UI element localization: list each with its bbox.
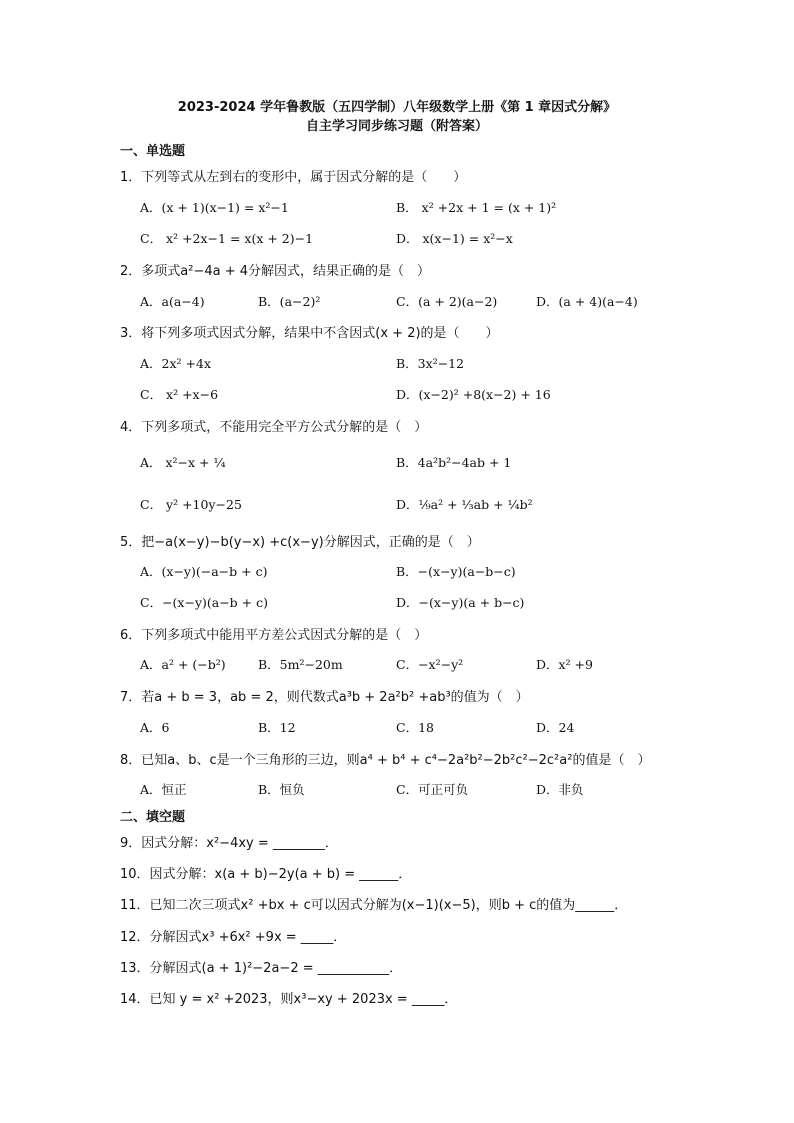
fill-question-14: 14．已知 y = x² +2023，则x³−xy + 2023x = _____． xyxy=(120,992,458,1007)
question-7-stem: 7．若a + b = 3，ab = 2，则代数式a³b + 2a²b² +ab³的值为（ ） xyxy=(120,690,529,705)
question-2-option-a: A．a(a−4) xyxy=(140,294,205,309)
section-fill-blank: 二、填空题 xyxy=(120,810,186,825)
question-2-option-b: B．(a−2)² xyxy=(258,294,321,309)
fill-question-10: 10．因式分解：x(a + b)−2y(a + b) = ______． xyxy=(120,867,412,882)
fill-question-13: 13．分解因式(a + 1)²−2a−2 = ___________． xyxy=(120,961,403,976)
question-1-option-b: B． x² +2x + 1 = (x + 1)² xyxy=(396,200,557,215)
question-6-option-d: D．x² +9 xyxy=(536,657,593,672)
title-line1: 2023-2024 学年鲁教版（五四学制）八年级数学上册《第 1 章因式分解》 xyxy=(177,100,617,115)
question-8-stem: 8．已知a、b、c是一个三角形的三边，则a⁴ + b⁴ + c⁴−2a²b²−2b²c²−2c²a²的值是（ ） xyxy=(120,753,651,768)
question-1-option-d: D． x(x−1) = x²−x xyxy=(396,231,513,246)
question-8-option-b: B．恒负 xyxy=(258,782,305,797)
question-7-option-d: D．24 xyxy=(536,720,575,735)
question-4-option-a: A． x²−x + ¼ xyxy=(140,455,226,470)
question-1-stem: 1．下列等式从左到右的变形中，属于因式分解的是（ ） xyxy=(120,170,467,185)
question-6-stem: 6．下列多项式中能用平方差公式因式分解的是（ ） xyxy=(120,628,428,643)
question-6-option-b: B．5m²−20m xyxy=(258,657,343,672)
question-3-option-d: D．(x−2)² +8(x−2) + 16 xyxy=(396,387,551,402)
question-6-option-c: C．−x²−y² xyxy=(396,657,464,672)
question-5-option-b: B．−(x−y)(a−b−c) xyxy=(396,564,516,579)
fill-question-12: 12．分解因式x³ +6x² +9x = _____． xyxy=(120,930,347,945)
question-7-option-b: B．12 xyxy=(258,720,296,735)
question-7-option-a: A．6 xyxy=(140,720,170,735)
question-5-option-a: A．(x−y)(−a−b + c) xyxy=(140,564,268,579)
question-4-stem: 4．下列多项式，不能用完全平方公式分解的是（ ） xyxy=(120,420,428,435)
question-3-option-a: A．2x² +4x xyxy=(140,356,211,371)
question-3-option-c: C． x² +x−6 xyxy=(140,387,219,402)
question-7-option-c: C．18 xyxy=(396,720,434,735)
title-line2: 自主学习同步练习题（附答案） xyxy=(305,119,488,134)
question-1-option-a: A．(x + 1)(x−1) = x²−1 xyxy=(140,200,289,215)
fill-question-9: 9．因式分解：x²−4xy = ________． xyxy=(120,836,338,851)
question-6-option-a: A．a² + (−b²) xyxy=(140,657,226,672)
question-2-option-d: D．(a + 4)(a−4) xyxy=(536,294,638,309)
question-4-option-b: B．4a²b²−4ab + 1 xyxy=(396,455,512,470)
question-4-option-c: C． y² +10y−25 xyxy=(140,497,242,512)
question-5-option-c: C．−(x−y)(a−b + c) xyxy=(140,595,268,610)
question-3-stem: 3．将下列多项式因式分解，结果中不含因式(x + 2)的是（ ） xyxy=(120,326,499,341)
question-8-option-a: A．恒正 xyxy=(140,782,187,797)
question-3-option-b: B．3x²−12 xyxy=(396,356,465,371)
question-1-option-c: C． x² +2x−1 = x(x + 2)−1 xyxy=(140,231,314,246)
question-8-option-c: C．可正可负 xyxy=(396,782,469,797)
question-2-stem: 2．多项式a²−4a + 4分解因式，结果正确的是（ ） xyxy=(120,264,431,279)
fill-question-11: 11．已知二次三项式x² +bx + c可以因式分解为(x−1)(x−5)，则b + c的值为______． xyxy=(120,898,628,913)
section-single-choice: 一、单选题 xyxy=(120,144,186,159)
question-8-option-d: D．非负 xyxy=(536,782,584,797)
question-4-option-d: D．⅑a² + ⅓ab + ¼b² xyxy=(396,497,533,512)
question-5-option-d: D．−(x−y)(a + b−c) xyxy=(396,595,525,610)
question-5-stem: 5．把−a(x−y)−b(y−x) +c(x−y)分解因式，正确的是（ ） xyxy=(120,535,480,550)
question-2-option-c: C．(a + 2)(a−2) xyxy=(396,294,498,309)
